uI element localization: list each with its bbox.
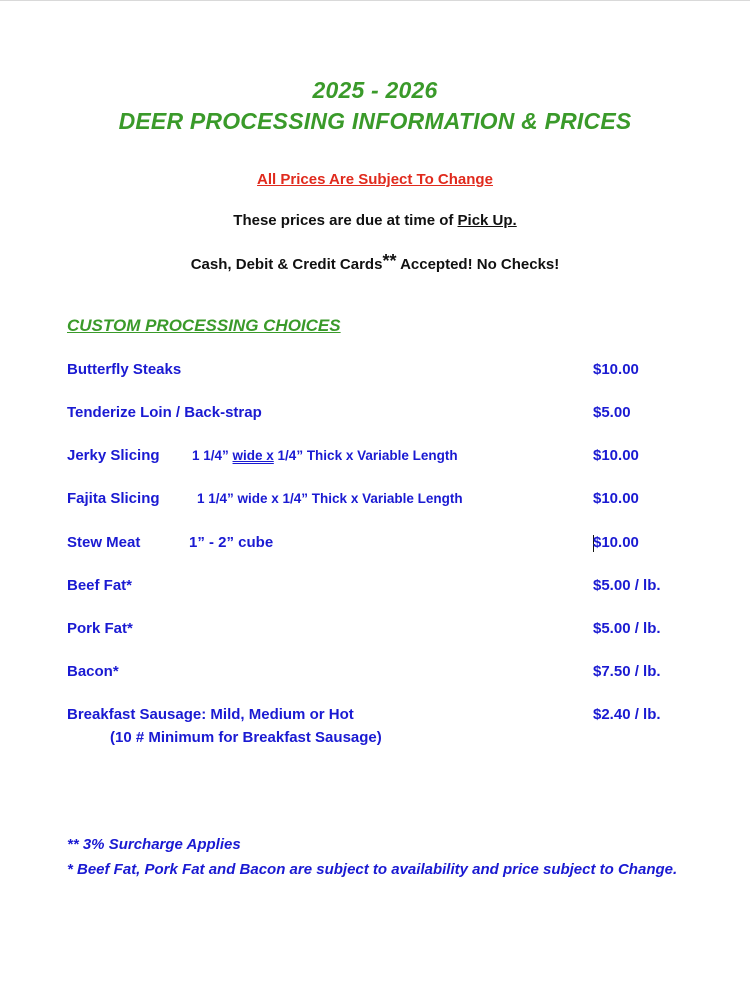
item-detail: 1” - 2” cube [189, 534, 274, 551]
item-name: Fajita Slicing [67, 490, 160, 507]
price-row-stew-meat [67, 534, 687, 554]
item-price: $5.00 / lb. [593, 620, 661, 637]
price-row-tenderize-loin [67, 404, 687, 424]
item-price: $7.50 / lb. [593, 663, 661, 680]
payment-due-notice [0, 212, 750, 229]
item-detail-thickness: 1/4” Thick x Variable Length [273, 448, 458, 463]
payment-accepted-text: Accepted! No Checks! [396, 256, 560, 273]
item-price: $10.00 [593, 534, 639, 551]
item-name: Breakfast Sausage: Mild, Medium or Hot [67, 706, 354, 723]
price-row-fajita-slicing [67, 490, 687, 510]
item-price: $2.40 / lb. [593, 706, 661, 723]
price-row-beef-fat [67, 577, 687, 597]
item-price: $5.00 [593, 404, 631, 421]
top-border-line [0, 0, 750, 1]
price-row-butterfly-steaks [67, 361, 687, 381]
item-minimum-note: (10 # Minimum for Breakfast Sausage) [110, 729, 382, 746]
item-price: $5.00 / lb. [593, 577, 661, 594]
payment-methods-text: Cash, Debit & Credit Cards [190, 256, 383, 273]
item-name: Beef Fat* [67, 577, 133, 594]
payment-due-text: These prices are due at time of [233, 212, 458, 229]
availability-footnote: * Beef Fat, Pork Fat and Bacon are subject to availability and price subject to Change. [67, 861, 678, 878]
item-name: Pork Fat* [67, 620, 133, 637]
surcharge-marker: ** [382, 251, 397, 271]
item-price: $10.00 [593, 447, 639, 464]
item-price: $10.00 [593, 361, 639, 378]
item-name: Stew Meat [67, 534, 141, 551]
item-name: Bacon* [67, 663, 119, 680]
section-heading: CUSTOM PROCESSING CHOICES [67, 316, 341, 335]
item-detail-wide-x: wide x [232, 448, 274, 463]
payment-methods-notice [0, 251, 750, 273]
item-price: $10.00 [593, 490, 639, 507]
item-name: Jerky Slicing [67, 447, 160, 464]
price-row-jerky-slicing [67, 447, 687, 467]
price-row-breakfast-sausage [67, 706, 687, 750]
item-detail [192, 448, 458, 463]
item-name: Butterfly Steaks [67, 361, 182, 378]
surcharge-footnote: ** 3% Surcharge Applies [67, 836, 241, 853]
page-title: DEER PROCESSING INFORMATION & PRICES [118, 108, 632, 134]
pick-up-text: Pick Up. [457, 212, 517, 229]
item-detail-width: 1 1/4” [192, 448, 233, 463]
price-row-pork-fat [67, 620, 687, 640]
price-change-notice: All Prices Are Subject To Change [257, 171, 493, 188]
price-row-bacon [67, 663, 687, 683]
item-name: Tenderize Loin / Back-strap [67, 404, 262, 421]
year-range-heading: 2025 - 2026 [312, 77, 438, 103]
item-detail: 1 1/4” wide x 1/4” Thick x Variable Length [197, 491, 463, 506]
